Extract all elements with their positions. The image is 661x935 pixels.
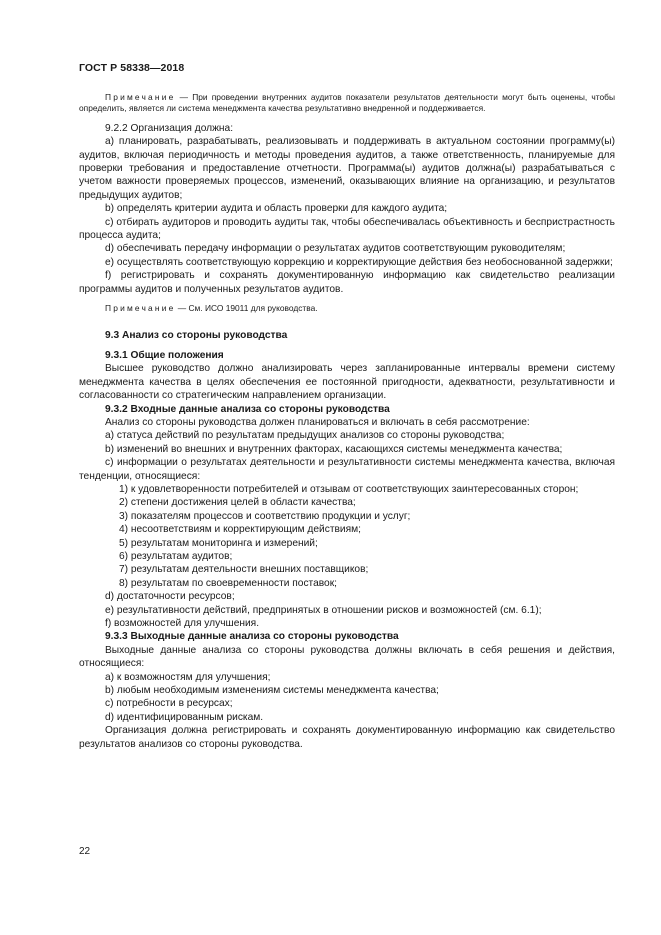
note-2	[79, 303, 615, 314]
clause-9-2-2-item-b: b) определять критерии аудита и область проверки для каждого аудита;	[105, 203, 448, 215]
clause-9-3-2-subitem-7: 7) результатам деятельности внешних поставщиков;	[119, 564, 369, 576]
clause-9-3-2-subitem-2: 2) степени достижения целей в области качества;	[119, 497, 356, 509]
clause-9-3-3-item-a: a) к возможностям для улучшения;	[105, 671, 271, 683]
clause-9-3-1-text: Высшее руководство должно анализировать через запланированные интервалы времени систему менеджмента качества в целях обеспечения ее постоянной пригодности, адекватности, результативности и согласованности со стратегическим направлением организации.	[79, 363, 615, 402]
clause-9-3-2-subitem-6: 6) результатам аудитов;	[119, 551, 233, 562]
clause-9-3-2-subitem-8: 8) результатам по своевременности поставок;	[119, 577, 338, 589]
clause-9-3-2-item-b: b) изменений во внешних и внутренних факторах, касающихся системы менеджмента качества;	[105, 443, 563, 455]
clause-9-3-3-closing: Организация должна регистрировать и сохранять документированную информацию как свидетельство результатов анализов со стороны руководства.	[79, 725, 615, 750]
clause-9-3-3-item-d: d) идентифицированным рискам.	[105, 711, 264, 723]
clause-9-3-3-item-b: b) любым необходимым изменениям системы менеджмента качества;	[105, 685, 439, 697]
clause-9-3-3-item-c: c) потребности в ресурсах;	[105, 698, 233, 710]
clause-9-3-2-item-a: a) статуса действий по результатам предыдущих анализов со стороны руководства;	[105, 430, 505, 442]
clause-9-3-2-intro: Анализ со стороны руководства должен планироваться и включать в себя рассмотрение:	[105, 416, 530, 428]
clause-9-3-3-title: 9.3.3 Выходные данные анализа со стороны руководства	[105, 631, 399, 643]
clause-9-3-3-intro: Выходные данные анализа со стороны руководства должны включать в себя решения и действия, относящиеся:	[79, 644, 615, 670]
document-body	[79, 92, 615, 751]
clause-9-3-2-title: 9.3.2 Входные данные анализа со стороны руководства	[105, 403, 390, 415]
clause-9-3-2-subitem-4: 4) несоответствиям и корректирующим действиям;	[119, 524, 361, 536]
clause-9-3-2-item-e: e) результативности действий, предпринятых в отношении рисков и возможностей (см. 6.1);	[105, 604, 542, 616]
clause-9-3-2-item-c: c) информации о результатах деятельности и результативности системы менеджмента качества, включая тенденции, относящиеся:	[79, 457, 615, 482]
clause-9-2-2-item-d: d) обеспечивать передачу информации о результатах аудитов соответствующим руководителям;	[105, 243, 566, 255]
note-2-label: Примечание	[105, 303, 176, 314]
clause-9-2-2-item-c: c) отбирать аудиторов и проводить аудиты так, чтобы обеспечивалась объективность и беспристрастность процесса аудита;	[79, 216, 615, 242]
note-2-text: — См. ИСО 19011 для руководства.	[175, 303, 318, 314]
clause-9-2-2-item-a: a) планировать, разрабатывать, реализовывать и поддерживать в актуальном состоянии программу(ы) аудитов, включая периодичность и методы проведения аудитов, а также ответственность, планируемые для проверки требования и предоставление отчетности. Программа(ы) аудитов должна(ы) разрабатываться с учетом важности проверяемых процессов, изменений, оказывающих влияние на организацию, и результатов предыдущих аудитов;	[79, 136, 615, 201]
note-1	[79, 92, 615, 115]
standard-header: ГОСТ Р 58338—2018	[79, 62, 185, 74]
clause-9-3-2-subitem-1: 1) к удовлетворенности потребителей и отзывам от соответствующих заинтересованных сторон;	[119, 483, 579, 495]
clause-9-3-2-item-f: f) возможностей для улучшения.	[105, 618, 260, 630]
clause-9-3-2-subitem-3: 3) показателям процессов и соответствию продукции и услуг;	[119, 510, 411, 522]
clause-9-2-2-item-e: e) осуществлять соответствующую коррекцию и корректирующие действия без необоснованной задержки;	[105, 256, 613, 268]
clause-9-3-1-title: 9.3.1 Общие положения	[105, 349, 224, 361]
clause-9-2-2-intro: 9.2.2 Организация должна:	[105, 122, 234, 134]
clause-9-3-2-item-d: d) достаточности ресурсов;	[105, 591, 235, 603]
note-1-text: — При проведении внутренних аудитов показатели результатов деятельности могут быть оценены, чтобы определить, является ли система менеджмента качества результативно внедренной и поддерживается.	[79, 92, 615, 114]
section-9-3-title: 9.3 Анализ со стороны руководства	[105, 329, 288, 341]
clause-9-3-2-subitem-5: 5) результатам мониторинга и измерений;	[119, 537, 318, 549]
page-number: 22	[79, 846, 91, 857]
note-1-label: Примечание	[105, 92, 176, 102]
clause-9-2-2-item-f: f) регистрировать и сохранять документированную информацию как свидетельство реализации программы аудитов и полученных результатов аудитов.	[79, 270, 615, 295]
